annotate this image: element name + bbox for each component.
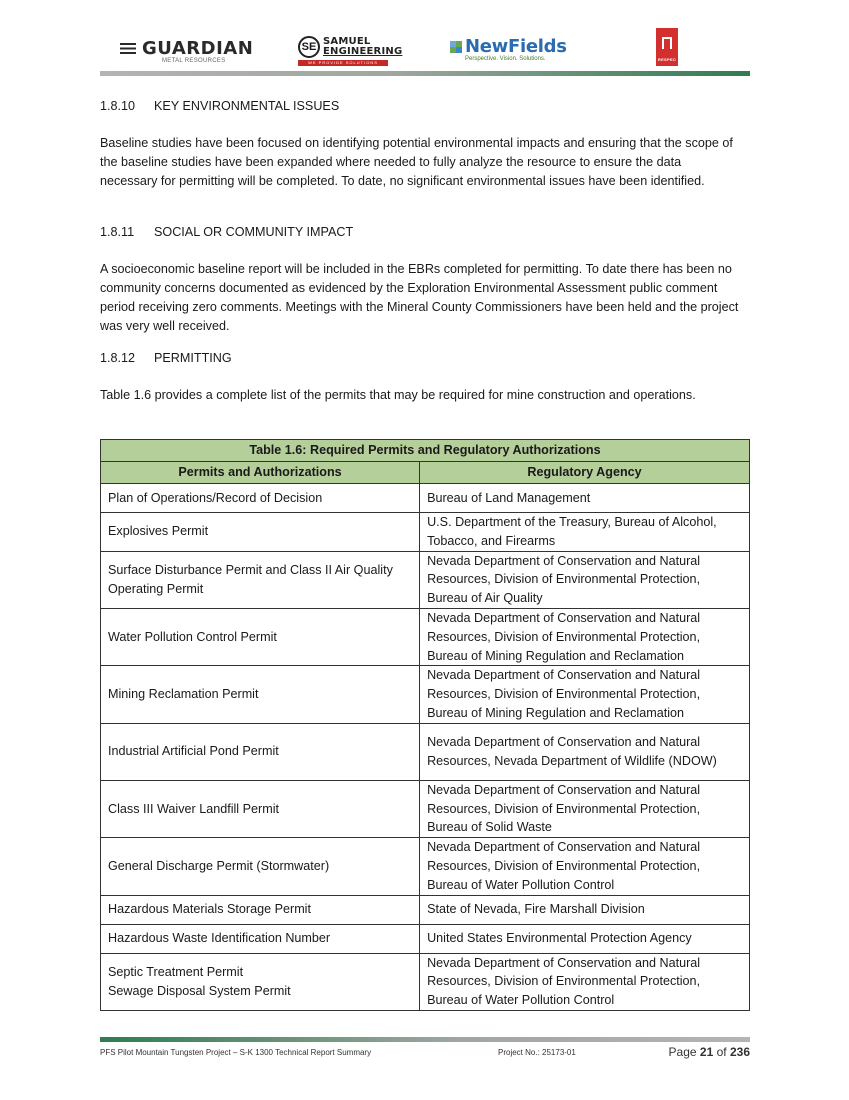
permit-name: Class III Waiver Landfill Permit xyxy=(108,801,279,816)
permit-name: Industrial Artificial Pond Permit xyxy=(108,744,279,759)
column-header-agency: Regulatory Agency xyxy=(420,462,750,484)
agency-cell: Bureau of Land Management xyxy=(420,484,750,513)
permit-cell xyxy=(101,723,420,780)
permit-name: Sewage Disposal System Permit xyxy=(108,983,291,998)
agency-cell: Nevada Department of Conservation and Natural Resources, Division of Environmental Protection, Bureau of Water Pollution Control xyxy=(420,953,750,1010)
permit-cell xyxy=(101,953,420,1010)
table-row xyxy=(101,895,750,924)
section-title: SOCIAL OR COMMUNITY IMPACT xyxy=(154,225,354,239)
permit-name: Hazardous Materials Storage Permit xyxy=(108,902,311,917)
newfields-logo xyxy=(450,36,567,62)
guardian-subtitle: METAL RESOURCES xyxy=(162,58,226,64)
guardian-logo xyxy=(120,38,253,64)
permit-name: Hazardous Waste Identification Number xyxy=(108,931,331,946)
permit-cell xyxy=(101,551,420,608)
section-title: KEY ENVIRONMENTAL ISSUES xyxy=(154,99,340,113)
agency-cell: United States Environmental Protection Agency xyxy=(420,924,750,953)
section-paragraph: Baseline studies have been focused on identifying potential environmental impacts and ensuring that the scope of the baseline studies have been expanded where needed to fully analyze the resource to ensure the data necessary for permitting will be completed. To date, no significant environmental issues have been identified. xyxy=(100,136,733,188)
page-of: of xyxy=(716,1045,727,1059)
permit-name: Plan of Operations/Record of Decision xyxy=(108,490,323,505)
section-paragraph: Table 1.6 provides a complete list of the permits that may be required for mine construction and operations. xyxy=(100,388,696,402)
permits-table xyxy=(100,439,750,1011)
table-row xyxy=(101,608,750,665)
table-row xyxy=(101,953,750,1010)
guardian-name: GUARDIAN xyxy=(142,38,254,59)
table-row xyxy=(101,780,750,837)
samuel-line1: SAMUEL xyxy=(323,36,371,47)
permit-name: Explosives Permit xyxy=(108,524,209,539)
table-caption: Table 1.6: Required Permits and Regulatory Authorizations xyxy=(101,440,750,462)
agency-cell: Nevada Department of Conservation and Natural Resources, Division of Environmental Protection, Bureau of Mining Regulation and Reclamation xyxy=(420,608,750,665)
permit-cell xyxy=(101,838,420,895)
agency-cell: U.S. Department of the Treasury, Bureau of Alcohol, Tobacco, and Firearms xyxy=(420,513,750,552)
section-heading xyxy=(100,97,339,116)
permit-cell xyxy=(101,780,420,837)
section-heading xyxy=(100,349,232,368)
table-row xyxy=(101,513,750,552)
se-badge-icon: SE xyxy=(298,36,320,58)
section-number: 1.8.10 xyxy=(100,99,136,113)
permit-name: General Discharge Permit (Stormwater) xyxy=(108,858,330,873)
newfields-squares-icon xyxy=(450,41,462,53)
agency-cell: Nevada Department of Conservation and Natural Resources, Division of Environmental Protection, Bureau of Mining Regulation and Reclamation xyxy=(420,666,750,723)
page-header xyxy=(100,24,750,74)
page-number xyxy=(669,1045,750,1059)
page-current: 21 xyxy=(699,1045,714,1059)
agency-cell: Nevada Department of Conservation and Natural Resources, Nevada Department of Wildlife (NDOW) xyxy=(420,723,750,780)
column-header-permits: Permits and Authorizations xyxy=(101,462,420,484)
table-row xyxy=(101,924,750,953)
page-footer xyxy=(100,1046,750,1062)
newfields-tagline: Perspective. Vision. Solutions. xyxy=(465,56,546,62)
respec-logo xyxy=(656,28,678,66)
table-row xyxy=(101,666,750,723)
section-title: PERMITTING xyxy=(154,351,232,365)
permit-cell xyxy=(101,484,420,513)
samuel-engineering-logo xyxy=(298,36,403,65)
agency-cell: Nevada Department of Conservation and Natural Resources, Division of Environmental Protection, Bureau of Solid Waste xyxy=(420,780,750,837)
section-number: 1.8.11 xyxy=(100,225,135,239)
page-label: Page xyxy=(668,1045,697,1059)
guardian-bars-icon xyxy=(120,43,136,54)
permit-name: Mining Reclamation Permit xyxy=(108,687,259,702)
permit-cell xyxy=(101,513,420,552)
table-row xyxy=(101,838,750,895)
section-paragraph: A socioeconomic baseline report will be included in the EBRs completed for permitting. To date there has been no community concerns documented as evidenced by the Exploration Environmental Assessment public comment period receiving zero comments. Meetings with the Mineral County Commissioners have been held and the project was very well received. xyxy=(100,262,739,333)
permit-name: Septic Treatment Permit xyxy=(108,964,244,979)
table-row xyxy=(101,484,750,513)
agency-cell: Nevada Department of Conservation and Natural Resources, Division of Environmental Protection, Bureau of Water Pollution Control xyxy=(420,838,750,895)
respec-mark-icon xyxy=(662,37,672,49)
permit-cell xyxy=(101,895,420,924)
respec-name: RESPEC xyxy=(657,57,677,62)
permit-name: Surface Disturbance Permit and Class II Air Quality Operating Permit xyxy=(108,562,393,596)
newfields-name: NewFields xyxy=(465,36,567,57)
table-row xyxy=(101,551,750,608)
agency-cell: Nevada Department of Conservation and Natural Resources, Division of Environmental Protection, Bureau of Air Quality xyxy=(420,551,750,608)
section-number: 1.8.12 xyxy=(100,351,136,365)
table-row xyxy=(101,723,750,780)
samuel-tagline: WE PROVIDE SOLUTIONS xyxy=(298,60,388,66)
header-divider xyxy=(100,71,750,76)
permit-cell xyxy=(101,666,420,723)
permit-cell xyxy=(101,924,420,953)
table-body xyxy=(101,484,750,1011)
footer-divider xyxy=(100,1037,750,1042)
permit-cell xyxy=(101,608,420,665)
samuel-line2: ENGINEERING xyxy=(323,46,403,57)
footer-report-title: PFS Pilot Mountain Tungsten Project – S-K 1300 Technical Report Summary xyxy=(100,1048,372,1057)
section-heading xyxy=(100,223,353,242)
page-total: 236 xyxy=(729,1045,750,1059)
agency-cell: State of Nevada, Fire Marshall Division xyxy=(420,895,750,924)
footer-project-number: Project No.: 25173-01 xyxy=(498,1048,576,1057)
permit-name: Water Pollution Control Permit xyxy=(108,629,277,644)
